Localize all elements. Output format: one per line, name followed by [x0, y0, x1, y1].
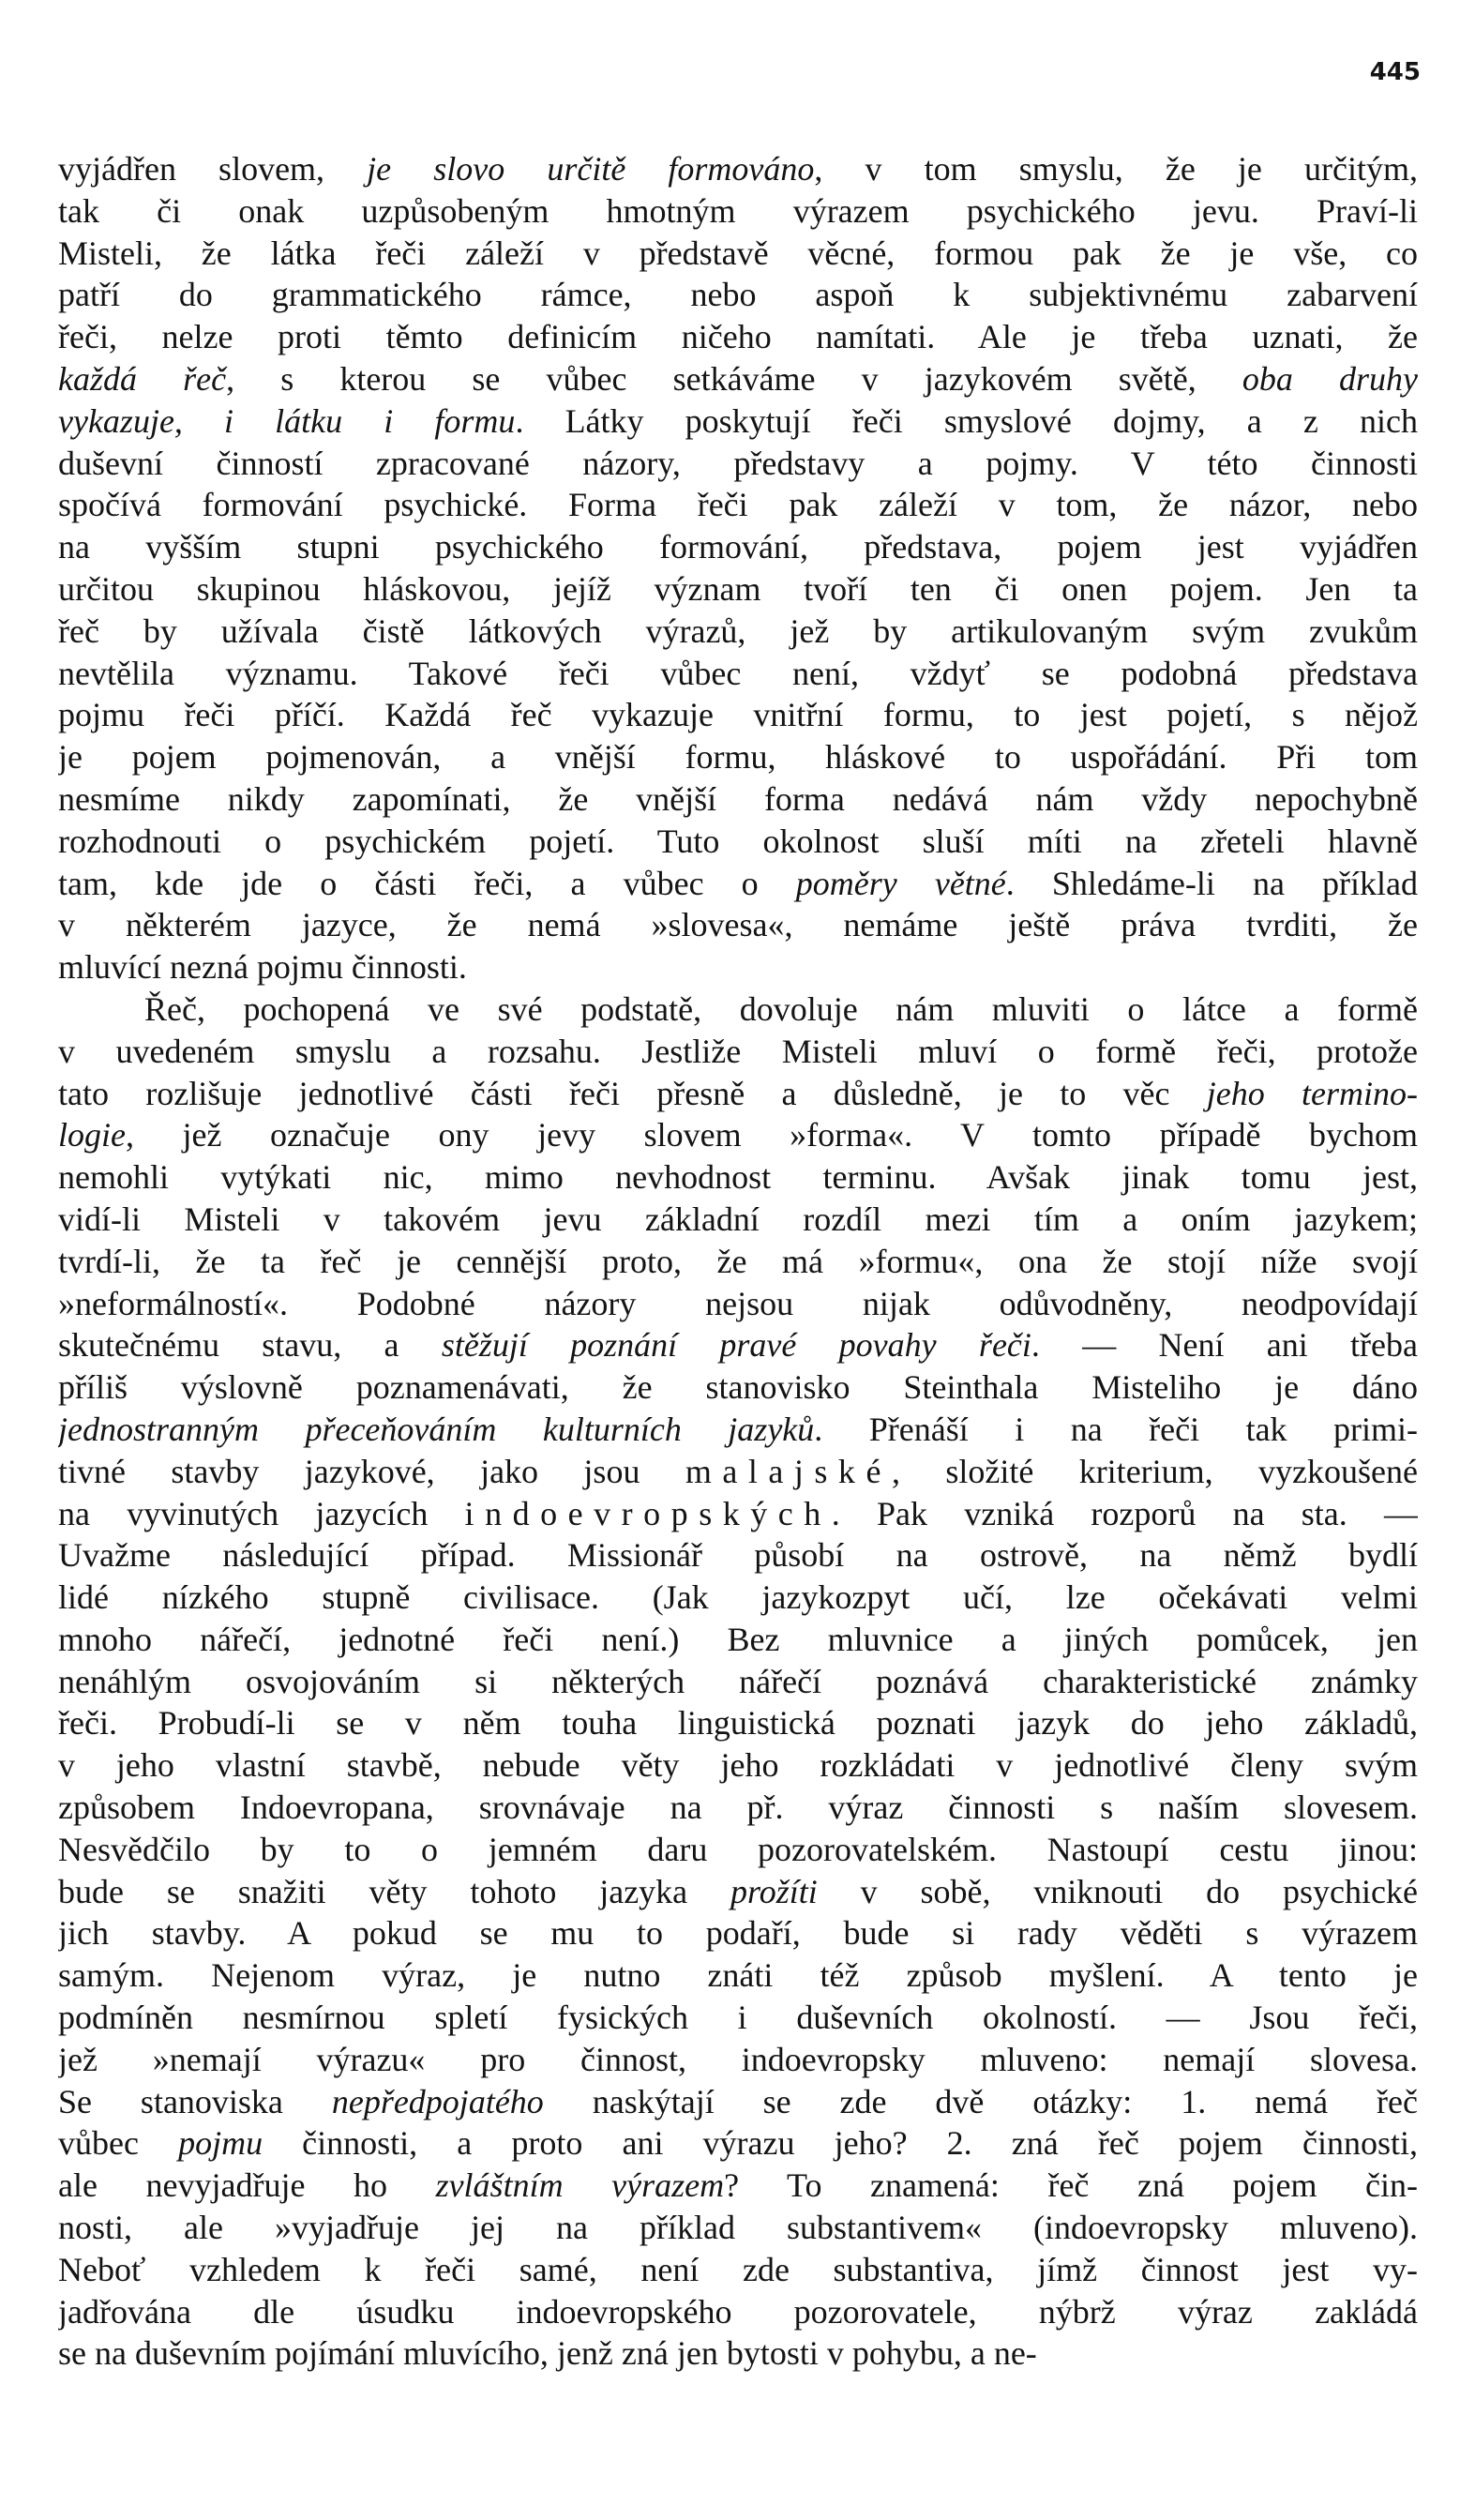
italic-phrase: logie	[58, 1116, 126, 1154]
text-run: mnoho nářečí, jednotné řeči není.) Bez mluvnice a jiných pomůcek, jen	[58, 1620, 1418, 1658]
text-run: , jež označuje ony jevy slovem »forma«. V tomto případě bychom	[125, 1116, 1418, 1154]
text-line	[58, 358, 1418, 400]
text-line	[58, 778, 1418, 821]
italic-phrase: nepředpojatého	[331, 2082, 544, 2120]
text-run: vidí-li Misteli v takovém jevu základní rozdíl mezi tím a oním jazykem;	[58, 1200, 1418, 1238]
text-run: Nesvědčilo by to o jemném daru pozorovatelském. Nastoupí cestu jinou:	[58, 1830, 1418, 1868]
text-run: nemohli vytýkati nic, mimo nevhodnost terminu. Avšak jinak tomu jest,	[58, 1158, 1418, 1197]
italic-phrase: zvláštním výrazem	[435, 2166, 725, 2205]
text-run: tam, kde jde o části řeči, a vůbec o	[58, 864, 796, 902]
text-run: naskýtají se zde dvě otázky: 1. nemá řeč	[543, 2082, 1418, 2120]
text-run: vůbec	[58, 2124, 179, 2163]
text-line	[58, 1912, 1418, 1954]
italic-phrase: jednostranným přeceňováním kulturních jazyků	[58, 1410, 815, 1448]
text-line	[58, 1283, 1418, 1325]
text-line	[58, 316, 1418, 358]
text-line	[58, 526, 1418, 568]
text-run: mluvící nezná pojmu činnosti.	[58, 948, 467, 987]
text-run: lidé nízkého stupně civilisace. (Jak jazykozpyt učí, lze očekávati velmi	[58, 1578, 1418, 1617]
text-line	[58, 1744, 1418, 1787]
text-line	[58, 1073, 1418, 1115]
text-run: rozhodnouti o psychickém pojetí. Tuto okolnost sluší míti na zřeteli hlavně	[58, 822, 1418, 860]
text-line	[58, 1366, 1418, 1409]
text-run: určitou skupinou hláskovou, jejíž význam tvoří ten či onen pojem. Jen ta	[58, 569, 1418, 608]
text-line	[58, 2207, 1418, 2249]
text-run: činnosti, a proto ani výrazu jeho? 2. zná řeč pojem činnosti,	[263, 2124, 1418, 2163]
text-run: způsobem Indoevropana, srovnávaje na př. výraz činnosti s naším slovesem.	[58, 1788, 1418, 1827]
text-line	[58, 568, 1418, 611]
text-line	[58, 1409, 1418, 1451]
text-line	[58, 1451, 1418, 1493]
text-run: nosti, ale »vyjadřuje jej na příklad substantivem« (indoevropsky mluveno).	[58, 2209, 1418, 2247]
text-run: v jeho vlastní stavbě, nebude věty jeho rozkládati v jednotlivé členy svým	[58, 1746, 1418, 1785]
text-run: , v tom smyslu, že je určitým,	[814, 150, 1418, 188]
text-line	[58, 2291, 1418, 2333]
text-run: řeč by užívala čistě látkových výrazů, jež by artikulovaným svým zvukům	[58, 611, 1418, 650]
text-run: jež »nemají výrazu« pro činnost, indoevropsky mluveno: nemají slovesa.	[58, 2040, 1418, 2078]
text-run: vyjádřen slovem,	[58, 150, 368, 188]
text-run: Uvažme následující případ. Missionář působí na ostrově, na němž bydlí	[58, 1536, 1418, 1575]
text-line	[58, 1493, 1418, 1535]
text-run: jich stavby. A pokud se mu to podaří, bude si rady věděti s výrazem	[58, 1914, 1418, 1953]
text-line	[58, 611, 1418, 653]
text-run: příliš výslovně poznamenávati, že stanovisko Steinthala Misteliho je dáno	[58, 1368, 1418, 1407]
text-line	[58, 1114, 1418, 1156]
text-run: v některém jazyce, že nemá »slovesa«, nemáme ještě práva tvrditi, že	[58, 906, 1418, 944]
text-run: , s kterou se vůbec setkáváme v jazykovém světě,	[226, 359, 1242, 398]
text-line	[58, 1871, 1418, 1913]
text-line	[58, 190, 1418, 233]
text-run: na vyvinutých jazycích	[58, 1494, 465, 1532]
text-run: ale nevyjadřuje ho	[58, 2166, 436, 2205]
text-line	[58, 1661, 1418, 1703]
text-line	[58, 274, 1418, 316]
text-run: jadřována dle úsudku indoevropského pozorovatele, nýbrž výraz zakládá	[58, 2292, 1418, 2331]
text-run: nevtělila významu. Takové řeči vůbec není, vždyť se podobná představa	[58, 654, 1418, 692]
italic-phrase: oba druhy	[1242, 359, 1418, 398]
text-line	[58, 400, 1418, 443]
text-line	[58, 2081, 1418, 2123]
italic-phrase: je slovo určitě formováno	[367, 150, 815, 188]
text-run: tato rozlišuje jednotlivé části řeči přesně a důsledně, je to věc	[58, 1074, 1207, 1112]
text-line	[58, 1324, 1418, 1366]
text-run: Misteli, že látka řeči záleží v představě věcné, formou pak že je vše, co	[58, 234, 1418, 272]
text-line	[58, 443, 1418, 485]
text-run: . Pak vzniká rozporů na sta. —	[831, 1494, 1418, 1532]
spaced-term: indoevropských	[464, 1494, 832, 1532]
text-line	[58, 1619, 1418, 1661]
italic-phrase: prožíti	[730, 1872, 818, 1910]
text-line	[58, 1199, 1418, 1241]
text-line	[58, 1829, 1418, 1871]
text-run: . — Není ani třeba	[1031, 1326, 1418, 1365]
text-run: nesmíme nikdy zapomínati, že vnější forma nedává nám vždy nepochybně	[58, 779, 1418, 818]
text-line	[58, 904, 1418, 946]
text-run: Se stanoviska	[58, 2082, 332, 2120]
text-run: se na duševním pojímání mluvícího, jenž zná jen bytosti v pohybu, a ne-	[58, 2334, 1037, 2373]
text-run: , složité kriterium, vyzkoušené	[891, 1452, 1418, 1490]
text-run: řeči. Probudí-li se v něm touha linguistická poznati jazyk do jeho základů,	[58, 1704, 1418, 1743]
text-line	[58, 946, 1418, 988]
text-line	[58, 736, 1418, 778]
page-number: 445	[1369, 58, 1421, 86]
text-run: nenáhlým osvojováním si některých nářečí poznává charakteristické známky	[58, 1662, 1418, 1700]
text-line	[58, 484, 1418, 526]
italic-phrase: jeho termino-	[1206, 1074, 1418, 1112]
italic-phrase: pojmu	[178, 2124, 263, 2163]
text-line	[58, 1534, 1418, 1577]
text-line	[58, 1702, 1418, 1744]
text-line	[58, 1954, 1418, 1997]
text-line	[58, 1031, 1418, 1073]
text-line	[58, 233, 1418, 275]
text-run: pojmu řeči příčí. Každá řeč vykazuje vnitřní formu, to jest pojetí, s nějož	[58, 696, 1418, 734]
text-run: bude se snažiti věty tohoto jazyka	[58, 1872, 731, 1910]
text-run: tak či onak uzpůsobeným hmotným výrazem psychického jevu. Praví-li	[58, 191, 1418, 230]
text-run: patří do grammatického rámce, nebo aspoň k subjektivnému zabarvení	[58, 276, 1418, 314]
text-run: . Přenáší i na řeči tak primi-	[814, 1410, 1418, 1448]
spaced-term: malajské	[685, 1452, 892, 1490]
text-run: samým. Nejenom výraz, je nutno znáti též způsob myšlení. A tento je	[58, 1956, 1418, 1995]
italic-phrase: každá řeč	[58, 359, 227, 398]
text-run: je pojem pojmenován, a vnější formu, hláskové to uspořádání. Při tom	[58, 738, 1418, 777]
text-line	[58, 2122, 1418, 2165]
text-line	[58, 2039, 1418, 2081]
text-run: . Shledáme-li na příklad	[1005, 864, 1418, 902]
italic-phrase: vykazuje, i látku i formu	[58, 401, 516, 440]
text-line	[58, 2165, 1418, 2207]
text-line	[58, 1577, 1418, 1619]
text-line	[58, 1997, 1418, 2039]
text-run: v sobě, vniknouti do psychické	[817, 1872, 1418, 1910]
text-run: skutečnému stavu, a	[58, 1326, 442, 1365]
text-line	[58, 694, 1418, 736]
text-run: duševní činností zpracované názory, představy a pojmy. V této činnosti	[58, 444, 1418, 482]
text-line	[58, 2332, 1418, 2375]
text-line	[58, 988, 1418, 1031]
text-run: na vyšším stupni psychického formování, představa, pojem jest vyjádřen	[58, 528, 1418, 566]
text-line	[58, 1787, 1418, 1829]
text-run: podmíněn nesmírnou spletí fysických i duševních okolností. — Jsou řeči,	[58, 1999, 1418, 2037]
text-run: Řeč, pochopená ve své podstatě, dovoluje nám mluviti o látce a formě	[144, 989, 1418, 1028]
text-line	[58, 2249, 1418, 2291]
italic-phrase: stěžují poznání pravé povahy řeči	[441, 1326, 1031, 1365]
italic-phrase: poměry větné	[795, 864, 1006, 902]
text-line	[58, 1241, 1418, 1283]
text-line	[58, 821, 1418, 863]
text-run: ? To znamená: řeč zná pojem čin-	[724, 2166, 1418, 2205]
text-run: »neformálností«. Podobné názory nejsou nijak odůvodněny, neodpovídají	[58, 1284, 1418, 1322]
text-run: řeči, nelze proti těmto definicím ničeho namítati. Ale je třeba uznati, že	[58, 318, 1418, 356]
text-run: v uvedeném smyslu a rozsahu. Jestliže Misteli mluví o formě řeči, protože	[58, 1032, 1418, 1070]
text-run: tivné stavby jazykové, jako jsou	[58, 1452, 685, 1490]
text-body	[58, 148, 1418, 2375]
text-line	[58, 1156, 1418, 1199]
text-run: spočívá formování psychické. Forma řeči pak záleží v tom, že názor, nebo	[58, 486, 1418, 524]
text-run: tvrdí-li, že ta řeč je cennější proto, že má »formu«, ona že stojí níže svojí	[58, 1242, 1418, 1280]
text-line	[58, 148, 1418, 190]
text-run: . Látky poskytují řeči smyslové dojmy, a z nich	[515, 401, 1418, 440]
text-run: Neboť vzhledem k řeči samé, není zde substantiva, jímž činnost jest vy-	[58, 2250, 1418, 2288]
text-line	[58, 653, 1418, 695]
text-line	[58, 863, 1418, 905]
